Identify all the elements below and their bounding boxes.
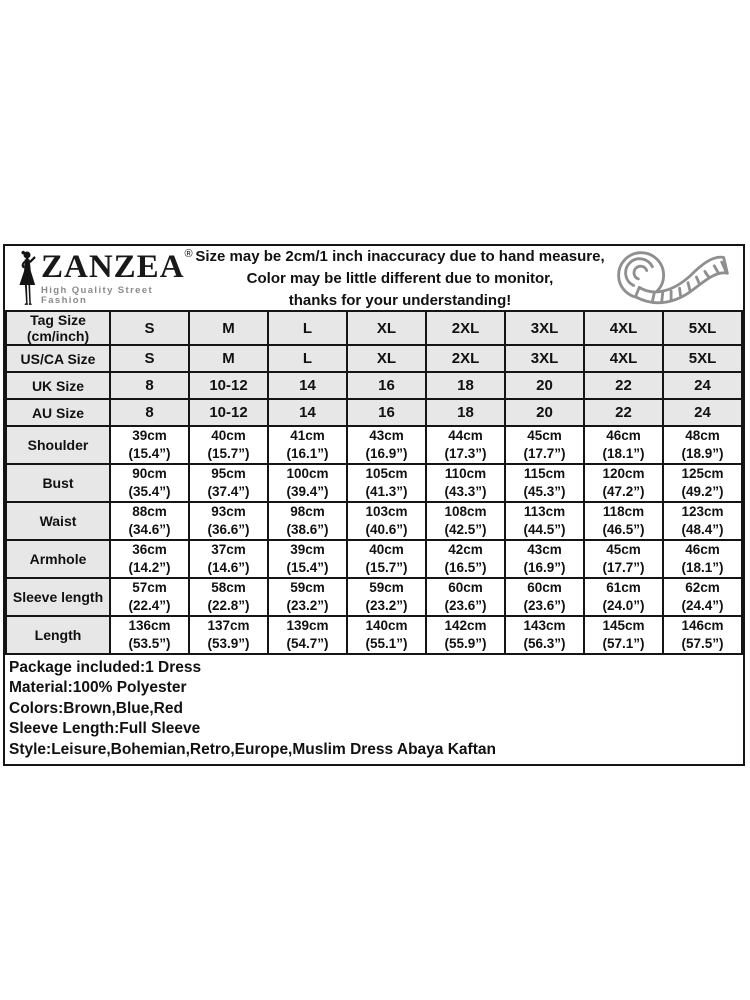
row-label: Waist — [6, 502, 110, 540]
size-row — [6, 399, 742, 426]
measurement-cell: 46cm (18.1”) — [663, 540, 742, 578]
measurement-cell: 42cm (16.5”) — [426, 540, 505, 578]
measurement-cell: 143cm (56.3”) — [505, 616, 584, 654]
size-cell: 3XL — [505, 311, 584, 345]
row-label: US/CA Size — [6, 345, 110, 372]
row-label: UK Size — [6, 372, 110, 399]
measurement-cell: 95cm (37.4”) — [189, 464, 268, 502]
measurement-cell: 45cm (17.7”) — [505, 426, 584, 464]
size-cell: S — [110, 311, 189, 345]
measurement-cell: 44cm (17.3”) — [426, 426, 505, 464]
size-cell: 16 — [347, 372, 426, 399]
disclaimer-line: thanks for your understanding! — [288, 292, 512, 309]
row-label: Armhole — [6, 540, 110, 578]
disclaimer-line: Color may be little different due to monitor, — [246, 270, 554, 287]
measurement-cell: 105cm (41.3”) — [347, 464, 426, 502]
size-row — [6, 372, 742, 399]
size-cell: L — [268, 345, 347, 372]
measurement-cell: 59cm (23.2”) — [268, 578, 347, 616]
measurement-cell: 125cm (49.2”) — [663, 464, 742, 502]
row-label: Sleeve length — [6, 578, 110, 616]
brand-logo — [5, 250, 191, 306]
measurement-cell: 137cm (53.9”) — [189, 616, 268, 654]
size-cell: 8 — [110, 399, 189, 426]
measurement-cell: 40cm (15.7”) — [347, 540, 426, 578]
measurement-cell: 40cm (15.7”) — [189, 426, 268, 464]
size-cell: 2XL — [426, 345, 505, 372]
size-cell: 2XL — [426, 311, 505, 345]
measurement-row — [6, 578, 742, 616]
measurement-cell: 46cm (18.1”) — [584, 426, 663, 464]
brand-text-block — [41, 248, 193, 306]
fashion-figure-icon — [15, 250, 39, 306]
size-cell: XL — [347, 311, 426, 345]
disclaimer — [191, 244, 609, 312]
measurement-cell: 123cm (48.4”) — [663, 502, 742, 540]
note-line: Style:Leisure,Bohemian,Retro,Europe,Muslim Dress Abaya Kaftan — [9, 740, 496, 758]
size-cell: M — [189, 311, 268, 345]
size-cell: 20 — [505, 399, 584, 426]
note-line: Material:100% Polyester — [9, 679, 187, 697]
measurement-cell: 57cm (22.4”) — [110, 578, 189, 616]
header — [5, 246, 743, 310]
row-label: AU Size — [6, 399, 110, 426]
measurement-cell: 59cm (23.2”) — [347, 578, 426, 616]
size-cell: 18 — [426, 399, 505, 426]
measurement-cell: 41cm (16.1”) — [268, 426, 347, 464]
note-line: Package included:1 Dress — [9, 659, 202, 676]
measurement-cell: 39cm (15.4”) — [268, 540, 347, 578]
size-cell: S — [110, 345, 189, 372]
size-cell: 24 — [663, 399, 742, 426]
row-label: Shoulder — [6, 426, 110, 464]
size-chart-sheet — [3, 244, 745, 766]
measurement-row — [6, 616, 742, 654]
measurement-row — [6, 540, 742, 578]
measurement-cell: 118cm (46.5”) — [584, 502, 663, 540]
measurement-cell: 62cm (24.4”) — [663, 578, 742, 616]
measurement-cell: 48cm (18.9”) — [663, 426, 742, 464]
size-table — [5, 310, 743, 655]
measurement-cell: 90cm (35.4”) — [110, 464, 189, 502]
measurement-cell: 88cm (34.6”) — [110, 502, 189, 540]
size-cell: 18 — [426, 372, 505, 399]
disclaimer-line: Size may be 2cm/1 inch inaccuracy due to hand measure, — [195, 248, 605, 265]
measurement-row — [6, 502, 742, 540]
size-cell: 5XL — [663, 311, 742, 345]
measurement-cell: 37cm (14.6”) — [189, 540, 268, 578]
measurement-cell: 145cm (57.1”) — [584, 616, 663, 654]
measurement-cell: 39cm (15.4”) — [110, 426, 189, 464]
measurement-cell: 108cm (42.5”) — [426, 502, 505, 540]
measurement-cell: 45cm (17.7”) — [584, 540, 663, 578]
measurement-cell: 115cm (45.3”) — [505, 464, 584, 502]
note-line: Colors:Brown,Blue,Red — [9, 699, 183, 717]
measurement-cell: 98cm (38.6”) — [268, 502, 347, 540]
size-cell: 3XL — [505, 345, 584, 372]
measurement-cell: 43cm (16.9”) — [347, 426, 426, 464]
measurement-cell: 120cm (47.2”) — [584, 464, 663, 502]
size-cell: M — [189, 345, 268, 372]
measurement-row — [6, 464, 742, 502]
size-cell: 22 — [584, 372, 663, 399]
measurement-cell: 139cm (54.7”) — [268, 616, 347, 654]
size-cell: L — [268, 311, 347, 345]
measurement-cell: 93cm (36.6”) — [189, 502, 268, 540]
measurement-cell: 110cm (43.3”) — [426, 464, 505, 502]
size-cell: 16 — [347, 399, 426, 426]
size-cell: 24 — [663, 372, 742, 399]
brand-name: ZANZEA — [41, 249, 185, 285]
note-line: Sleeve Length:Full Sleeve — [9, 720, 201, 738]
size-cell: 14 — [268, 399, 347, 426]
size-row — [6, 345, 742, 372]
brand-slogan: High Quality Street Fashion — [41, 285, 154, 306]
product-notes — [5, 655, 743, 764]
row-label: Tag Size (cm/inch) — [6, 311, 110, 345]
measurement-cell: 60cm (23.6”) — [505, 578, 584, 616]
size-cell: 4XL — [584, 311, 663, 345]
measurement-cell: 142cm (55.9”) — [426, 616, 505, 654]
size-cell: 5XL — [663, 345, 742, 372]
size-table-body — [6, 311, 742, 654]
size-cell: 20 — [505, 372, 584, 399]
size-row — [6, 311, 742, 345]
size-cell: 22 — [584, 399, 663, 426]
measurement-cell: 58cm (22.8”) — [189, 578, 268, 616]
size-cell: 10-12 — [189, 372, 268, 399]
measurement-cell: 140cm (55.1”) — [347, 616, 426, 654]
measurement-cell: 36cm (14.2”) — [110, 540, 189, 578]
size-cell: 14 — [268, 372, 347, 399]
size-cell: XL — [347, 345, 426, 372]
measurement-cell: 43cm (16.9”) — [505, 540, 584, 578]
row-label: Length — [6, 616, 110, 654]
measurement-cell: 146cm (57.5”) — [663, 616, 742, 654]
measurement-cell: 113cm (44.5”) — [505, 502, 584, 540]
measurement-cell: 103cm (40.6”) — [347, 502, 426, 540]
measurement-row — [6, 426, 742, 464]
size-cell: 10-12 — [189, 399, 268, 426]
measurement-cell: 61cm (24.0”) — [584, 578, 663, 616]
size-cell: 4XL — [584, 345, 663, 372]
registered-mark: ® — [184, 248, 193, 260]
measurement-cell: 60cm (23.6”) — [426, 578, 505, 616]
tape-measure-icon — [609, 248, 737, 308]
measurement-cell: 136cm (53.5”) — [110, 616, 189, 654]
measurement-cell: 100cm (39.4”) — [268, 464, 347, 502]
size-cell: 8 — [110, 372, 189, 399]
row-label: Bust — [6, 464, 110, 502]
